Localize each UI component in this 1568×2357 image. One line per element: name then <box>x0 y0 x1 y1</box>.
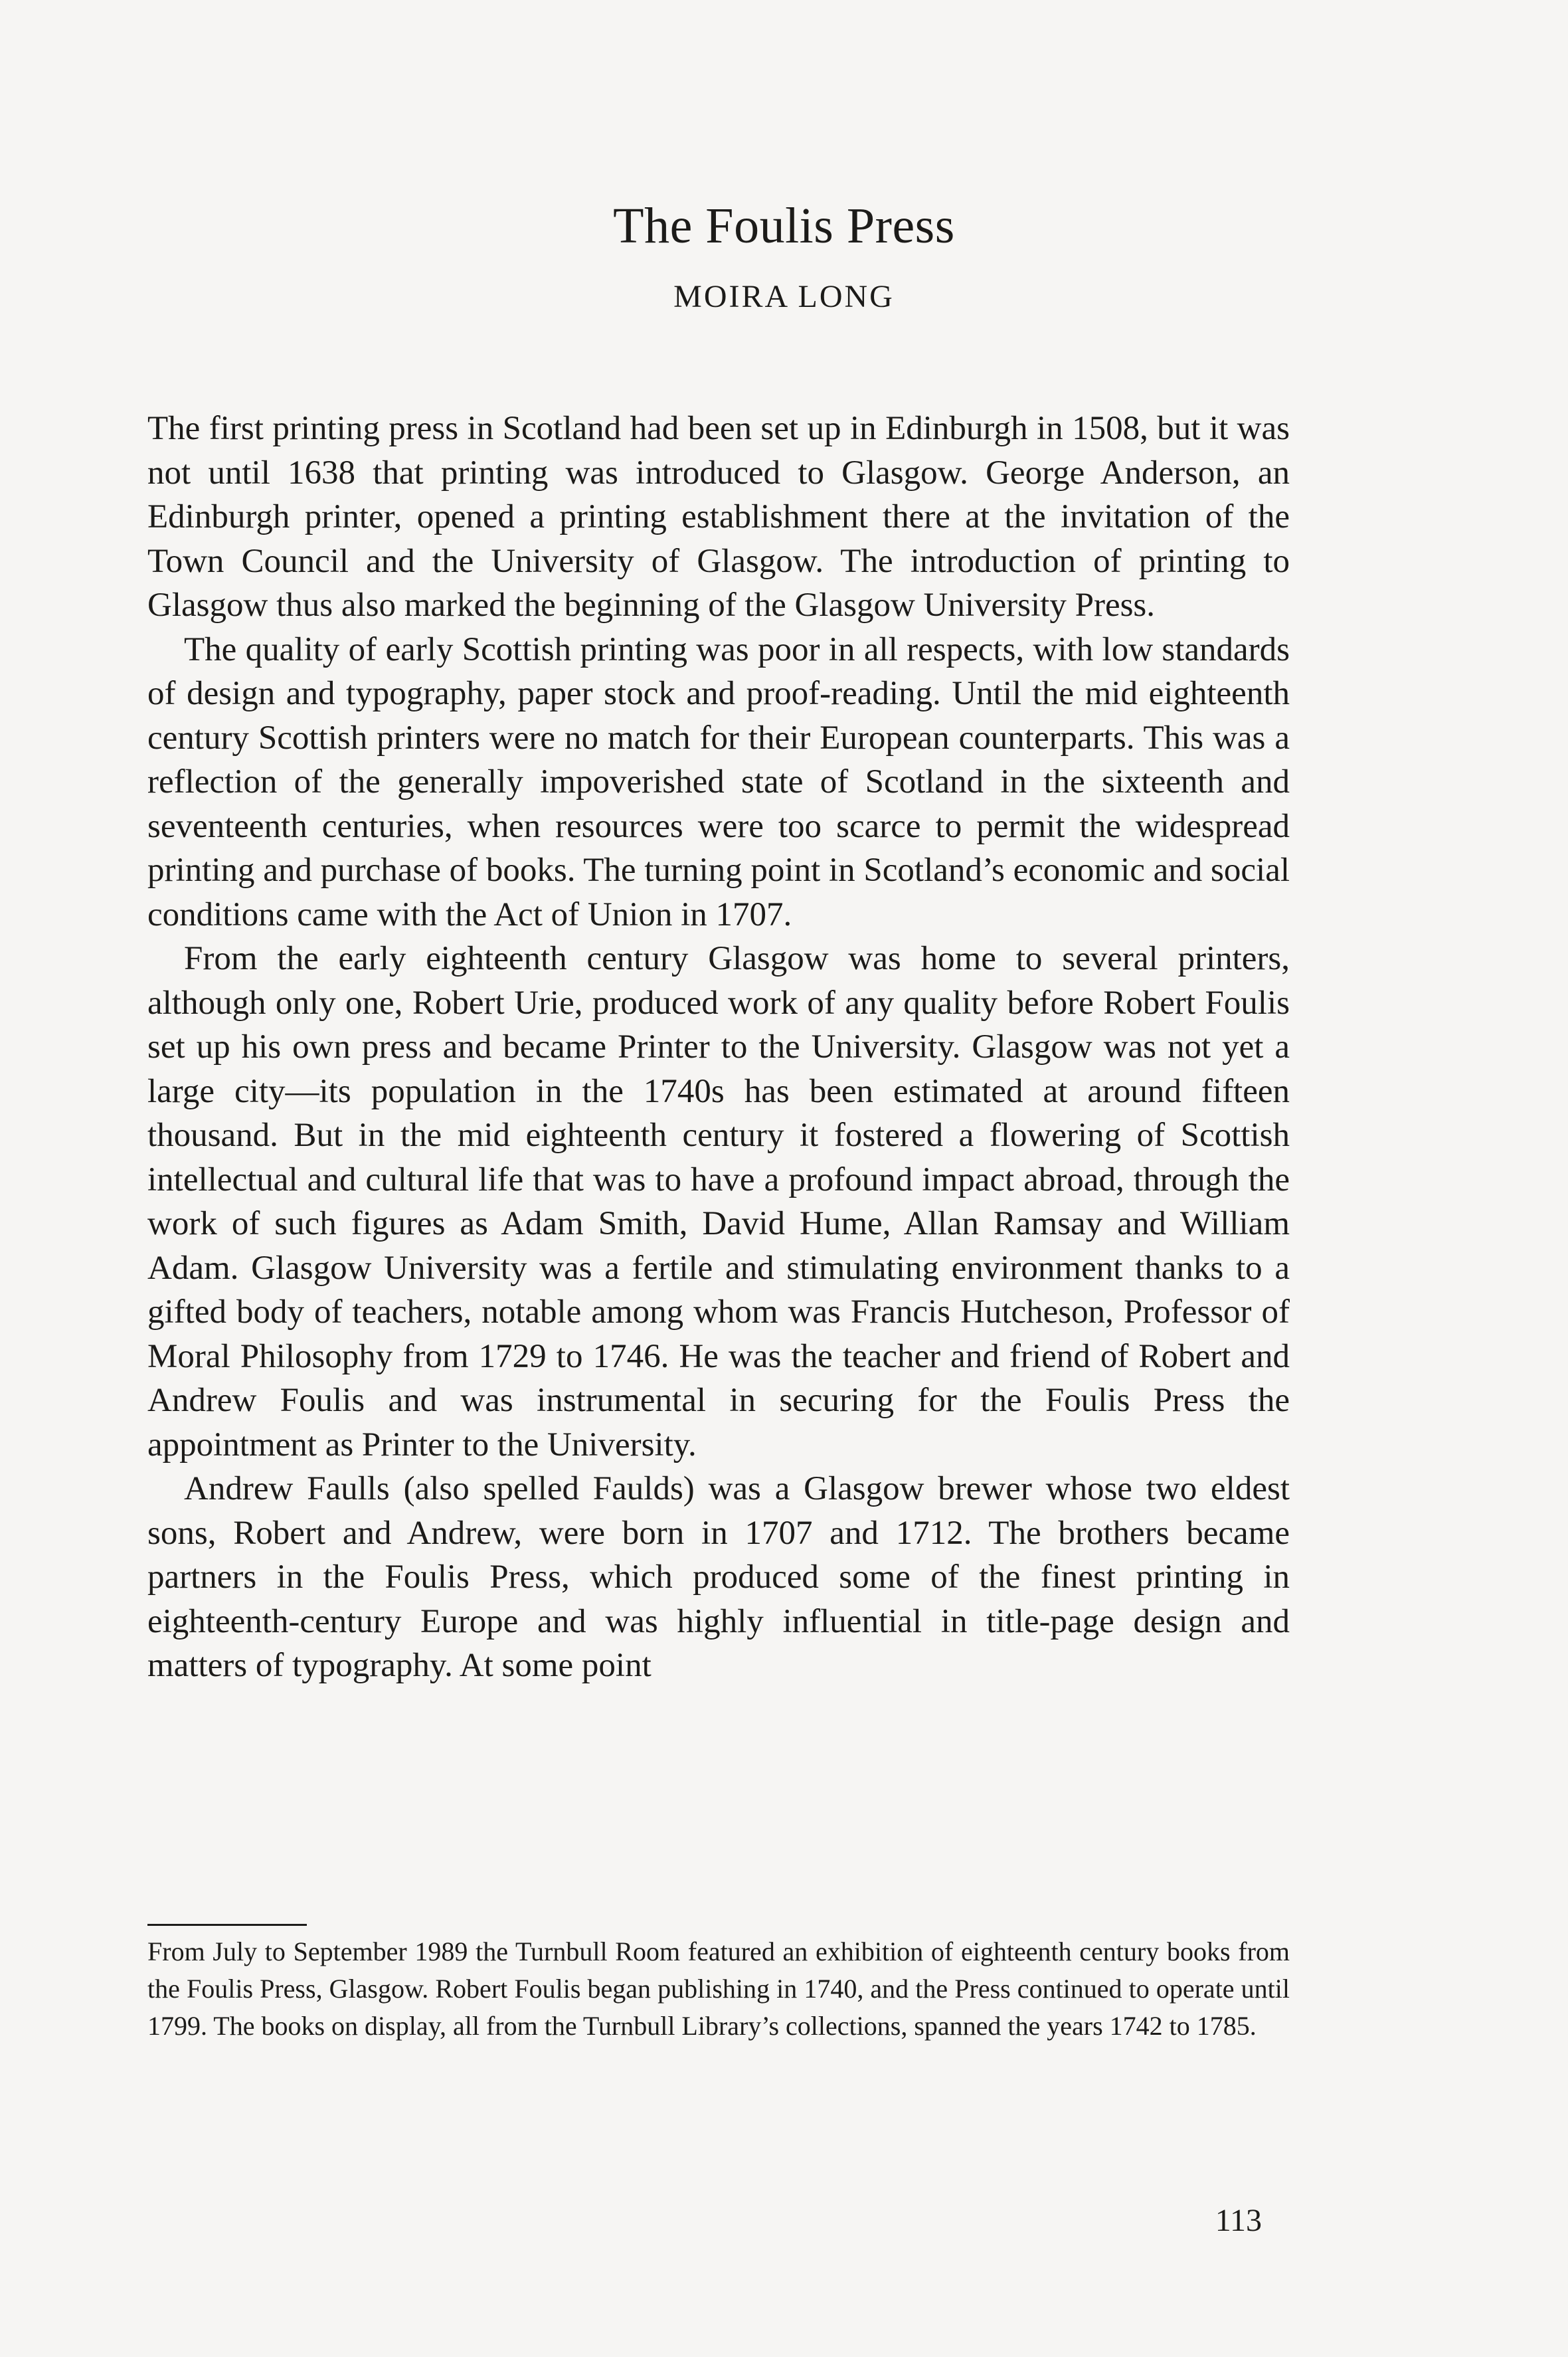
body-paragraph: Andrew Faulls (also spelled Faulds) was a Glasgow brewer whose two eldest sons, Robert and Andrew, were born in 1707 and 1712. The brothers became partners in the Foulis Press, which produced some of the finest printing in eighteenth-century Europe and was highly influential in title-page design and matters of typography. At some point <box>147 1470 1290 1684</box>
article-author: MOIRA LONG <box>673 279 895 314</box>
article-title: The Foulis Press <box>613 198 955 254</box>
body-paragraph: From the early eighteenth century Glasgow was home to several printers, although only one, Robert Urie, produced work of any quality before Robert Foulis set up his own press and became Printer to the University. Glasgow was not yet a large city—its population in the 1740s has been estimated at around fifteen thousand. But in the mid eighteenth century it fostered a flowering of Scottish intellectual and cultural life that was to have a profound impact abroad, through the work of such figures as Adam Smith, David Hume, Allan Ramsay and William Adam. Glasgow University was a fertile and stimulating environment thanks to a gifted body of teachers, notable among whom was Francis Hutcheson, Professor of Moral Philosophy from 1729 to 1746. He was the teacher and friend of Robert and Andrew Foulis and was instrumental in securing for the Foulis Press the appointment as Printer to the University. <box>147 940 1290 1463</box>
body-paragraph: The first printing press in Scotland had been set up in Edinburgh in 1508, but it was not until 1638 that printing was introduced to Glasgow. George Anderson, an Edinburgh printer, opened a printing establishment there at the invitation of the Town Council and the University of Glasgow. The introduction of printing to Glasgow thus also marked the beginning of the Glasgow University Press. <box>147 410 1290 624</box>
article-body <box>147 407 1290 1688</box>
footnote: From July to September 1989 the Turnbull Room featured an exhibition of eighteenth century books from the Foulis Press, Glasgow. Robert Foulis began publishing in 1740, and the Press continued to operate until 1799. The books on display, all from the Turnbull Library’s collections, spanned the years 1742 to 1785. <box>147 1936 1290 2041</box>
body-paragraph: The quality of early Scottish printing was poor in all respects, with low standards of design and typography, paper stock and proof-reading. Until the mid eighteenth century Scottish printers were no match for their European counterparts. This was a reflection of the generally impoverished state of Scotland in the sixteenth and seventeenth centuries, when resources were too scarce to permit the widespread printing and purchase of books. The turning point in Scotland’s economic and social conditions came with the Act of Union in 1707. <box>147 630 1290 933</box>
page-number: 113 <box>1215 2203 1262 2238</box>
footnote-divider <box>147 1924 307 1926</box>
